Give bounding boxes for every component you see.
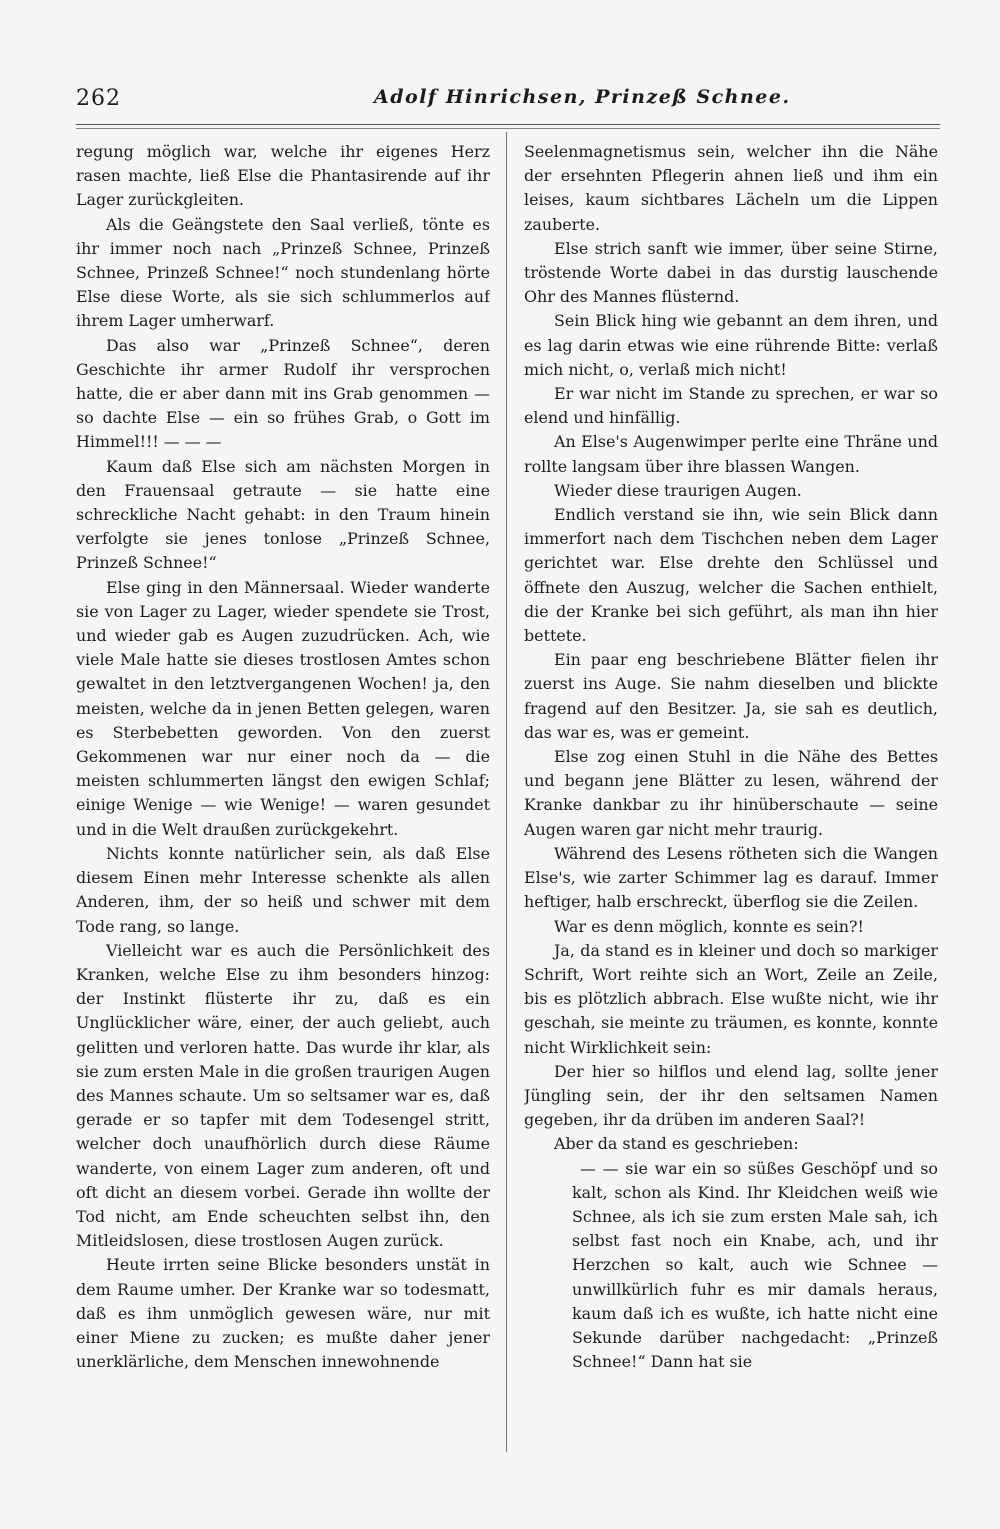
paragraph: Else ging in den Männersaal. Wieder wanderte sie von Lager zu Lager, wieder spendete sie Trost, und wieder gab es Augen zuzudrücken. Ach, wie viele Male hatte sie dieses trostlosen Amtes schon gewaltet in den letztvergangenen Wochen! ja, den meisten, welche da in jenen Betten gelegen, waren es Sterbebetten geworden. Von den zuerst Gekommenen war nur einer noch da — die meisten schlummerten längst den ewigen Schlaf; einige Wenige — wie Wenige! — waren gesundet und in die Welt draußen zurückgekehrt. [76,577,490,839]
paragraph: Ein paar eng beschriebene Blätter fielen ihr zuerst ins Auge. Sie nahm dieselben und blickte fragend auf den Besitzer. Ja, sie sah es deutlich, das war es, was er gemeint. [524,650,938,742]
paragraph: Else strich sanft wie immer, über seine Stirne, tröstende Worte dabei in das durstig lauschende Ohr des Mannes flüsternd. [524,238,938,307]
paragraph: Als die Geängstete den Saal verließ, tönte es ihr immer noch nach „Prinzeß Schnee, Prinzeß Schnee, Prinzeß Schnee!“ noch stundenlang hörte Else diese Worte, als sie sich schlummerlos auf ihrem Lager umherwarf. [76,214,490,331]
paragraph: Endlich verstand sie ihn, wie sein Blick dann immerfort nach dem Tischchen neben dem Lager gerichtet war. Else drehte den Schlüssel und öffnete den Auszug, welcher die Sachen enthielt, die der Kranke bei sich geführt, als man ihn hier bettete. [524,505,938,646]
paragraph: Heute irrten seine Blicke besonders unstät in dem Raume umher. Der Kranke war so todesmatt, daß es ihm unmöglich gewesen wäre, nur mit einer Miene zu zucken; es mußte daher jener unerklärliche, dem Menschen innewohnende [76,1255,490,1372]
paragraph: Vielleicht war es auch die Persönlichkeit des Kranken, welche Else zu ihm besonders hinzog: der Instinkt flüsterte ihr zu, daß es ein Unglücklicher wäre, einer, der auch geliebt, auch gelitten und verloren hatte. Das wurde ihr klar, als sie zum ersten Male in die großen traurigen Augen des Mannes schaute. Um so seltsamer war es, daß gerade er so tapfer mit dem Todesengel stritt, welcher doch unaufhörlich durch diese Räume wanderte, von einem Lager zum anderen, oft und oft dicht an diesem vorbei. Gerade ihn wollte der Tod nicht, am Ende scheuchten selbst ihn, den Mitleidslosen, diese trostlosen Augen zurück. [76,940,490,1251]
header-rule [76,124,940,125]
paragraph: Er war nicht im Stande zu sprechen, er war so elend und hinfällig. [524,384,938,428]
paragraph: Der hier so hilflos und elend lag, sollte jener Jüngling sein, der ihr den seltsamen Namen gegeben, ihr da drüben im anderen Saal?! [524,1061,938,1130]
header-rule-double [76,128,940,129]
paragraph: War es denn möglich, konnte es sein?! [554,916,864,936]
paragraph: Ja, da stand es in kleiner und doch so markiger Schrift, Wort reihte sich an Wort, Zeile an Zeile, bis es plötzlich abbrach. Else wußte nicht, wie ihr geschah, sie meinte zu träumen, es konnte, konnte nicht Wirklichkeit sein: [524,940,938,1057]
paragraph: Das also war „Prinzeß Schnee“, deren Geschichte ihr armer Rudolf ihr versprochen hatte, die er aber dann mit ins Grab genommen — so dachte Else — ein so frühes Grab, o Gott im Himmel!!! — — — [76,335,490,452]
paragraph: Während des Lesens rötheten sich die Wangen Else's, wie zarter Schimmer lag es darauf. Immer heftiger, halb erschreckt, überflog sie die Zeilen. [524,843,938,912]
running-title: Adolf Hinrichsen, Prinzeß Schnee. [374,86,791,108]
paragraph: Kaum daß Else sich am nächsten Morgen in den Frauensaal getraute — sie hatte eine schreckliche Nacht gehabt: in den Traum hinein verfolgte sie jenes tonlose „Prinzeß Schnee, Prinzeß Schnee!“ [76,456,490,573]
paragraph: regung möglich war, welche ihr eigenes Herz rasen machte, ließ Else die Phantasirende auf ihr Lager zurückgleiten. [76,142,490,210]
paragraph: Wieder diese traurigen Augen. [554,480,802,500]
column-divider [506,132,507,1452]
quoted-passage: — — sie war ein so süßes Geschöpf und so kalt, schon als Kind. Ihr Kleidchen weiß wie Schnee, als ich sie zum ersten Male sah, ich selbst fast noch ein Knabe, ach, und ihr Herzchen so kalt, auch wie Schnee — unwillkürlich fuhr es mir damals heraus, kaum daß ich es wußte, ich hatte nicht eine Sekunde darüber nachgedacht: „Prinzeß Schnee!“ Dann hat sie [572,1158,938,1372]
paragraph: Seelenmagnetismus sein, welcher ihn die Nähe der ersehnten Pflegerin ahnen ließ und ihm ein leises, kaum sichtbares Lächeln um die Lippen zauberte. [524,142,938,234]
right-column [524,140,938,1440]
paragraph: Else zog einen Stuhl in die Nähe des Bettes und begann jene Blätter zu lesen, während der Kranke dankbar zu ihr hinüberschaute — seine Augen waren gar nicht mehr traurig. [524,747,938,839]
page-number: 262 [76,86,121,111]
page-header [76,80,940,120]
paragraph: Nichts konnte natürlicher sein, als daß Else diesem Einen mehr Interesse schenkte als allen Anderen, ihm, der so heiß und schwer mit dem Tode rang, so lange. [76,843,490,936]
paragraph: Sein Blick hing wie gebannt an dem ihren, und es lag darin etwas wie eine rührende Bitte: verlaß mich nicht, o, verlaß mich nicht! [524,311,938,379]
paragraph: Aber da stand es geschrieben: [554,1134,799,1154]
paragraph: An Else's Augenwimper perlte eine Thräne und rollte langsam über ihre blassen Wangen. [524,432,938,476]
left-column [76,140,490,1440]
